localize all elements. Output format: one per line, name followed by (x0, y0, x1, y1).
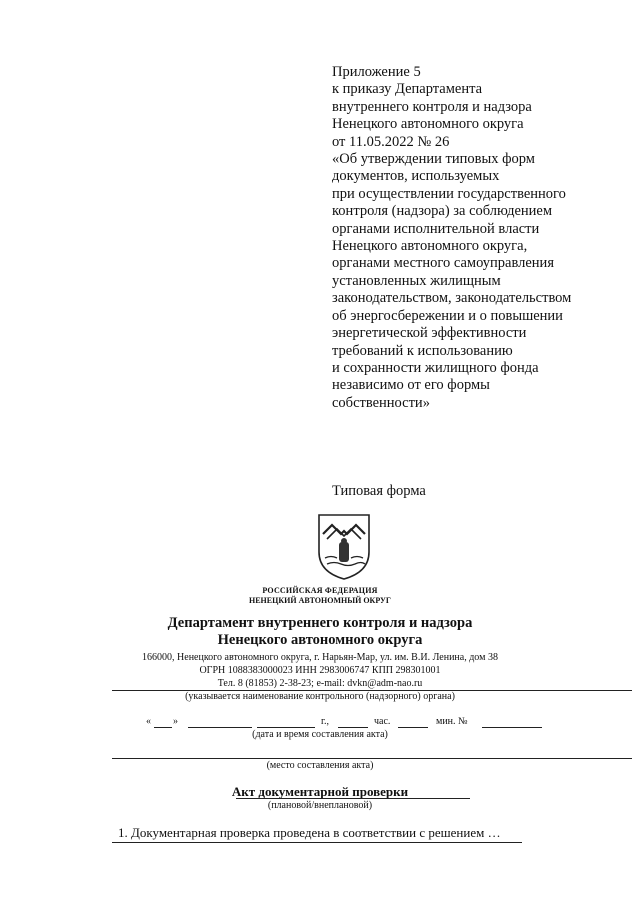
appendix-line: внутреннего контроля и надзора (332, 98, 532, 115)
act-title: Акт документарной проверки (231, 784, 409, 799)
appendix-line: и сохранности жилищного фонда (332, 359, 539, 376)
day-blank (154, 727, 172, 728)
year-blank (257, 727, 315, 728)
act-subtitle: (плановой/внеплановой) (267, 800, 373, 811)
appendix-line: собственности» (332, 394, 430, 411)
appendix-block (332, 64, 622, 412)
appendix-line: «Об утверждении типовых форм (332, 151, 535, 168)
appendix-line: при осуществлении государственного (332, 185, 566, 202)
appendix-line: об энергосбережении и о повышении (332, 307, 563, 324)
appendix-line: документов, используемых (332, 168, 500, 185)
department-name-line1: Департамент внутреннего контроля и надзора (167, 615, 473, 631)
department-address: 166000, Ненецкого автономного округа, г. Нарьян-Мар, ул. им. В.И. Ленина, дом 38 (142, 652, 498, 663)
department-contacts: Тел. 8 (81853) 2-38-23; e-mail: dvkn@adm-nao.ru (217, 678, 423, 689)
item1-underline (112, 842, 522, 843)
organ-caption: (указывается наименование контрольного (надзорного) органа) (185, 691, 455, 702)
appendix-line: Ненецкого автономного округа (332, 116, 524, 133)
appendix-line: установленных жилищным (332, 272, 501, 289)
hour-label: час. (374, 716, 391, 727)
place-line (112, 758, 632, 759)
year-label: г., (321, 716, 329, 727)
federation-label: РОССИЙСКАЯ ФЕДЕРАЦИЯ (262, 586, 378, 595)
department-requisites: ОГРН 1088383000023 ИНН 2983006747 КПП 298301001 (199, 665, 441, 676)
appendix-line: органами исполнительной власти (332, 220, 540, 237)
quote-open: « (146, 716, 151, 727)
appendix-line: законодательством, законодательством (332, 290, 572, 307)
appendix-line: от 11.05.2022 № 26 (332, 133, 450, 150)
month-blank (188, 727, 252, 728)
appendix-line: энергетической эффективности (332, 325, 527, 342)
datetime-caption: (дата и время составления акта) (252, 729, 388, 740)
appendix-line: органами местного самоуправления (332, 255, 554, 272)
place-caption: (место составления акта) (266, 760, 374, 771)
hour-blank (338, 727, 368, 728)
minute-blank (398, 727, 428, 728)
appendix-line: контроля (надзора) за соблюдением (332, 203, 553, 220)
coat-of-arms-icon (315, 512, 373, 582)
okrug-label: НЕНЕЦКИЙ АВТОНОМНЫЙ ОКРУГ (248, 596, 391, 605)
appendix-line: требований к использованию (332, 342, 513, 359)
appendix-line: независимо от его формы (332, 377, 490, 394)
minute-number-label: мин. № (436, 716, 468, 727)
number-blank (482, 727, 542, 728)
appendix-line: к приказу Департамента (332, 81, 483, 98)
form-type-label: Типовая форма (332, 483, 426, 499)
act-item-1: 1. Документарная проверка проведена в соответствии с решением … (118, 825, 501, 840)
appendix-line: Ненецкого автономного округа, (332, 238, 528, 255)
department-name-line2: Ненецкого автономного округа (217, 632, 423, 648)
act-title-underline (236, 798, 470, 799)
appendix-line: Приложение 5 (332, 64, 421, 80)
quote-close: » (173, 716, 178, 727)
